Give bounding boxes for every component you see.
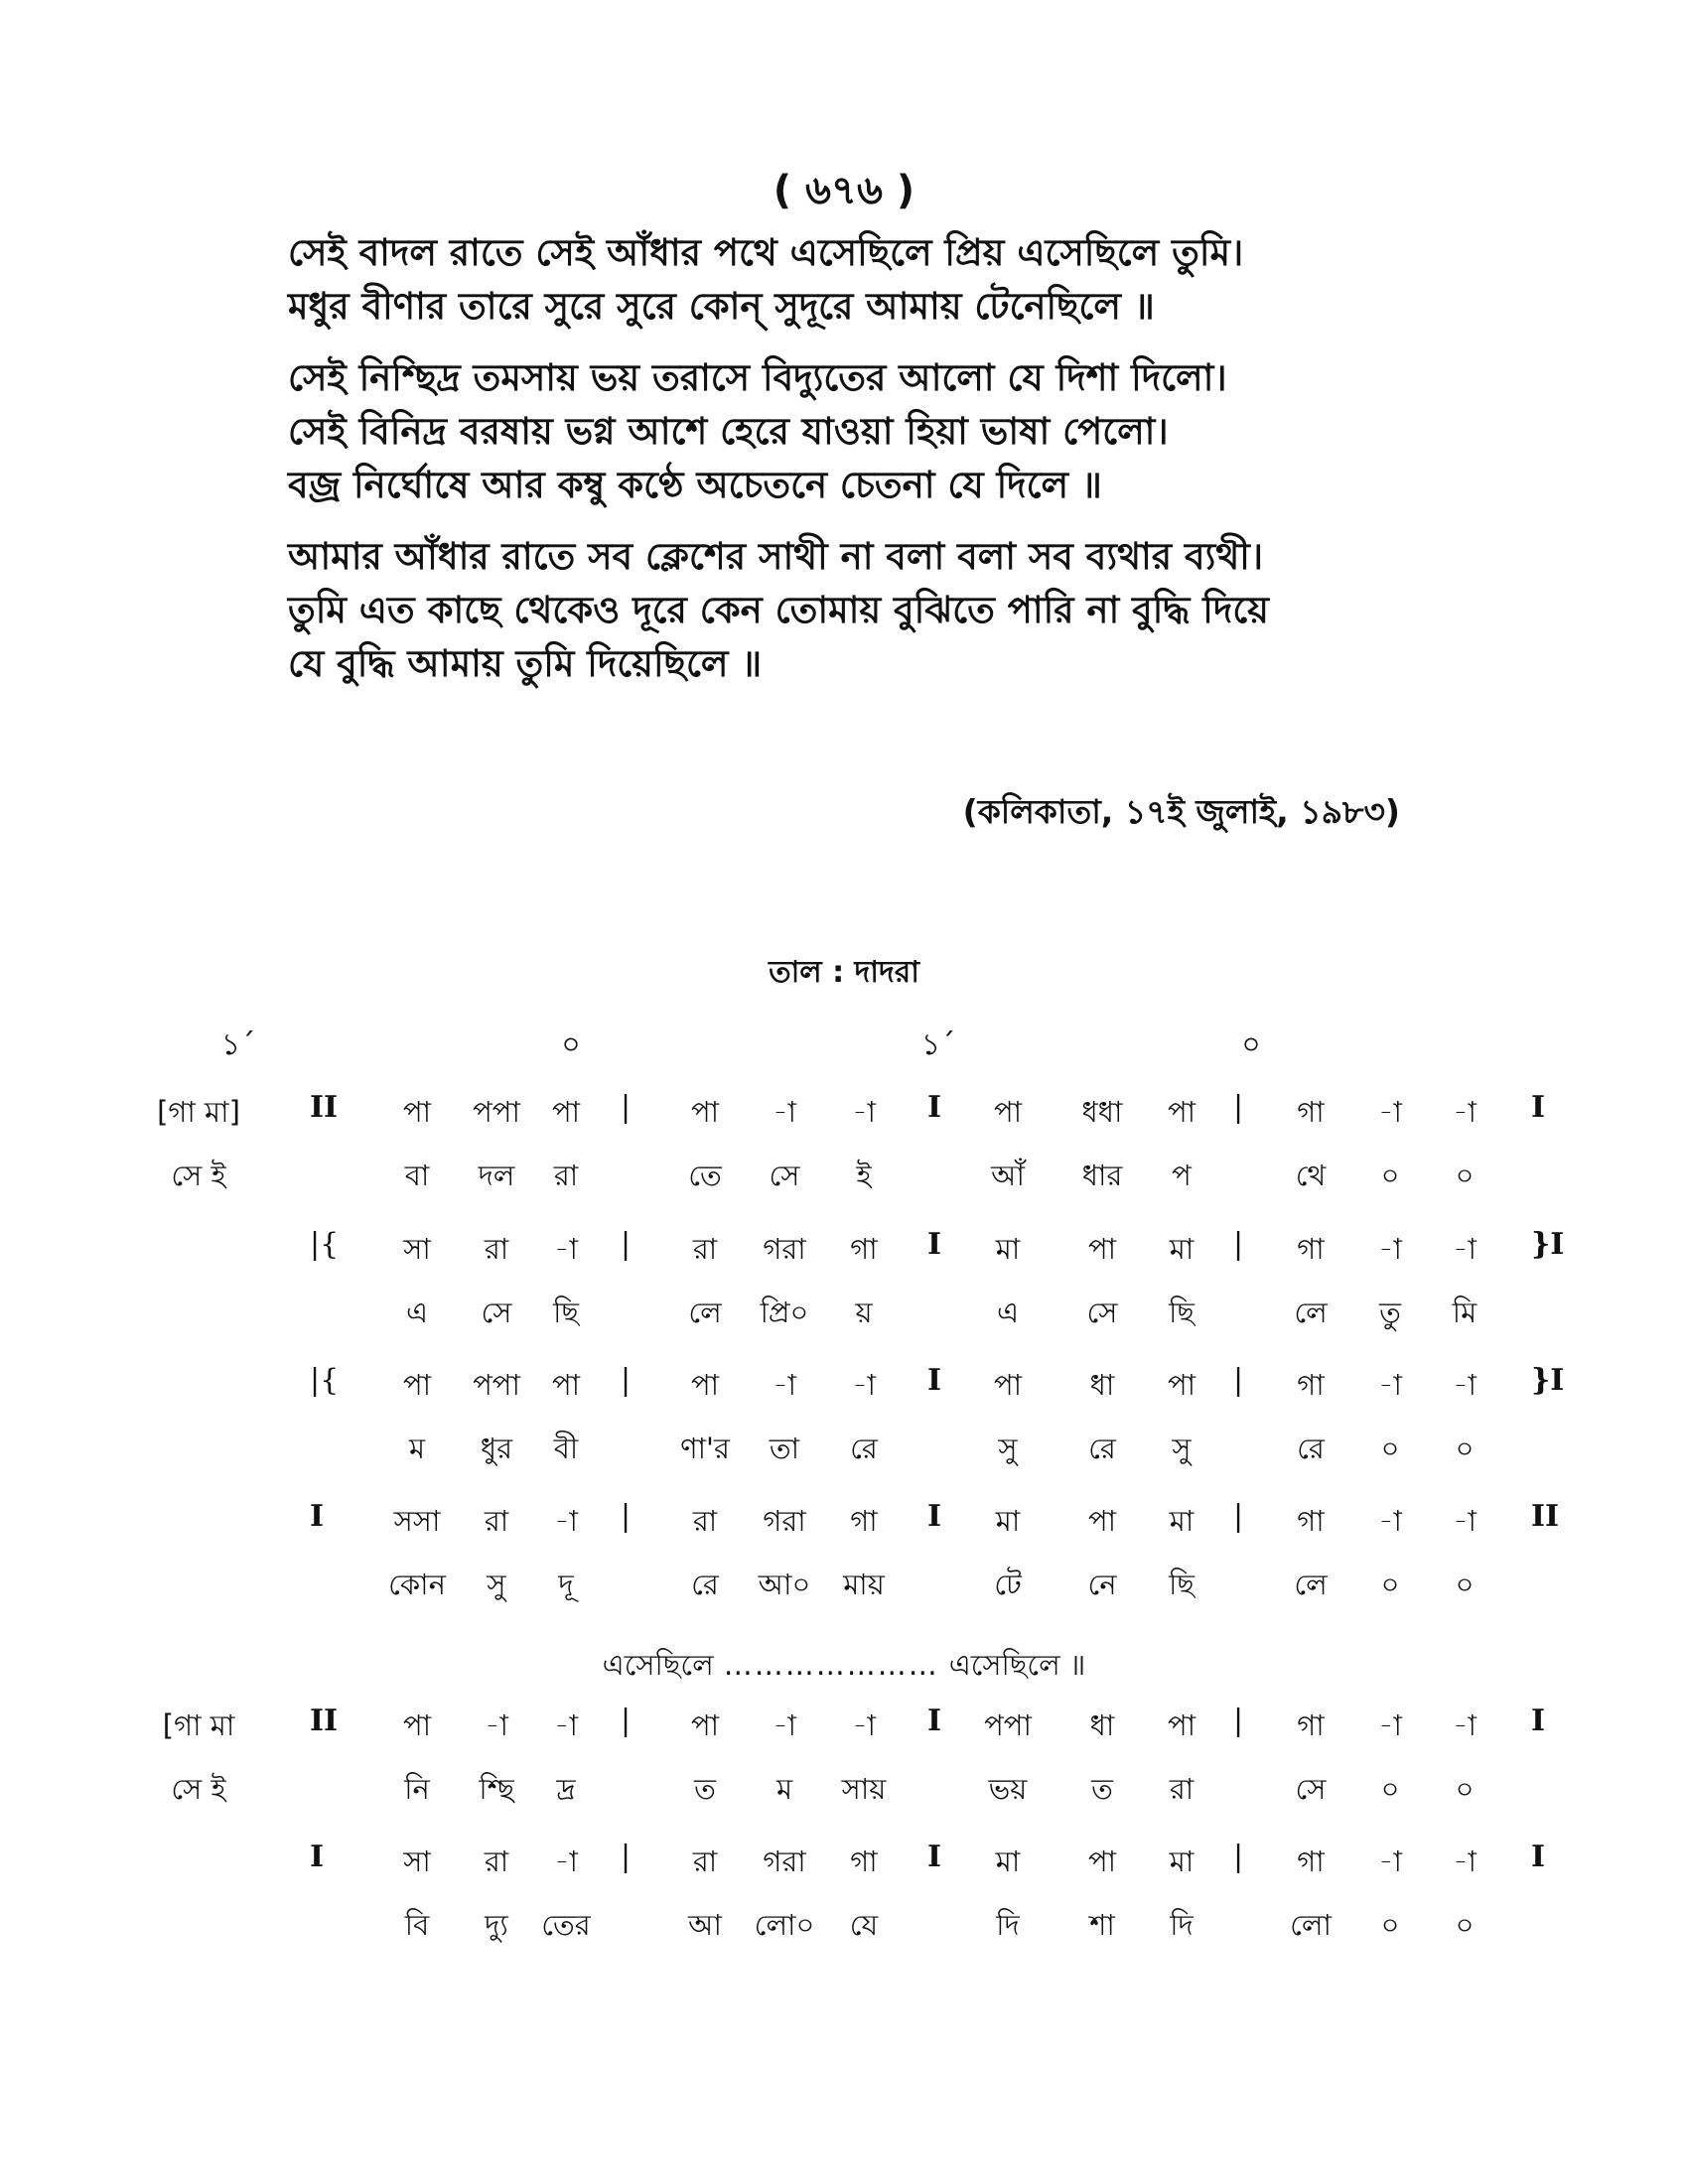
lyric-line: আমার আঁধার রাতে সব ক্লেশের সাথী না বলা বলা সব ব্যথার ব্যথী। [288, 535, 1264, 578]
bar-mark-m2: I [927, 1704, 942, 1738]
notation-cell: শ্ছি [479, 1772, 514, 1806]
stanza [288, 351, 1479, 512]
notation-cell: পা [690, 1368, 720, 1402]
dateline: (কলিকাতা, ১৭ই জুলাই, ১৯৮৩) [962, 792, 1400, 831]
notation-cell: -া [1378, 1232, 1402, 1266]
notation-cell: পা [993, 1095, 1023, 1129]
notation-cell: পপা [473, 1095, 520, 1129]
notation-cell: রা [692, 1504, 718, 1538]
refrain-right: এসেছিলে ॥ [948, 1648, 1086, 1682]
notation-cell: পা [690, 1708, 720, 1742]
notation-cell: য় [855, 1296, 873, 1329]
notation-cell: রা [484, 1232, 509, 1266]
notation-cell: লো [1290, 1908, 1332, 1942]
taal-label: তাল : দাদরা [769, 955, 919, 990]
lyrics-block [288, 226, 1479, 709]
notation-cell: সু [998, 1432, 1018, 1465]
notation-cell: এ [405, 1296, 429, 1329]
notation-cell: -া [1453, 1368, 1477, 1402]
notation-cell: প্রি০ [760, 1296, 809, 1329]
notation-cell: রা [692, 1844, 718, 1878]
notation-cell: পা [993, 1368, 1023, 1402]
notation-cell: ত [1091, 1772, 1113, 1806]
notation-cell: ০ [1380, 1908, 1400, 1942]
notation-cell: -া [1453, 1232, 1477, 1266]
notation-cell: -া [852, 1708, 876, 1742]
notation-cell: বা [404, 1159, 430, 1192]
notation-cell: ০ [1380, 1159, 1400, 1192]
lyric-line: সেই নিশ্ছিদ্র তমসায় ভয় তরাসে বিদ্যুতের আলো যে দিশা দিলো। [288, 356, 1227, 399]
notation-cell: মা [995, 1844, 1021, 1878]
row-prefix: [গা মা] [157, 1095, 240, 1129]
notation-cell: পা [402, 1095, 432, 1129]
notation-cell: ধুর [480, 1432, 513, 1465]
lyric-line: বজ্র নির্ঘোষে আর কম্বু কণ্ঠে অচেতনে চেতনা যে দিলে ॥ [288, 464, 1102, 506]
notation-cell: গা [1297, 1504, 1325, 1538]
notation-cell: ০ [1455, 1568, 1475, 1601]
bar-mark-close: }I [1531, 1227, 1565, 1262]
bar-mark-open: II [310, 1090, 339, 1125]
notation-cell: -া [554, 1504, 578, 1538]
bar-mark-m1: | [621, 1840, 632, 1874]
notation-cell: পা [1087, 1844, 1117, 1878]
bar-mark-m3: | [1233, 1227, 1244, 1262]
notation-cell: সু [1172, 1432, 1192, 1465]
bar-mark-m1: | [621, 1227, 632, 1262]
lyric-line: সেই বাদল রাতে সেই আঁধার পথে এসেছিলে প্রিয় এসেছিলে তুমি। [288, 231, 1244, 274]
notation-cell: -া [554, 1232, 578, 1266]
notation-cell: রে [691, 1568, 719, 1601]
notation-cell: -া [773, 1095, 796, 1129]
row-prefix: সে ই [171, 1772, 226, 1806]
notation-cell: মা [1169, 1504, 1195, 1538]
notation-cell: ০ [1455, 1432, 1475, 1465]
row-prefix: সে ই [171, 1159, 226, 1192]
notation-cell: সে [481, 1296, 512, 1329]
notation-cell: ধা [1089, 1708, 1115, 1742]
notation-cell: গা [1297, 1844, 1325, 1878]
notation-cell: ই [856, 1159, 872, 1192]
notation-cell: রা [484, 1504, 509, 1538]
notation-cell: মা [1169, 1232, 1195, 1266]
lyric-line: যে বুদ্ধি আমায় তুমি দিয়েছিলে ॥ [288, 642, 763, 685]
notation-cell: ছি [1169, 1568, 1195, 1601]
notation-cell: দি [996, 1908, 1020, 1942]
notation-cell: প [1172, 1159, 1192, 1192]
bar-mark-open: I [310, 1499, 325, 1534]
notation-cell: গা [850, 1504, 878, 1538]
notation-cell: নে [1087, 1568, 1117, 1601]
notation-cell: লে [1294, 1296, 1328, 1329]
notation-cell: -া [1378, 1095, 1402, 1129]
notation-cell: সে [1086, 1296, 1118, 1329]
notation-cell: লে [688, 1296, 722, 1329]
notation-cell: পা [1167, 1095, 1196, 1129]
notation-cell: রা [553, 1159, 579, 1192]
refrain-left: এসেছিলে [602, 1648, 714, 1682]
notation-cell: পা [551, 1368, 581, 1402]
notation-cell: ধধা [1081, 1095, 1123, 1129]
notation-cell: ০ [1455, 1772, 1475, 1806]
refrain-separator [0, 1643, 1688, 1692]
notation-cell: সায় [841, 1772, 887, 1806]
notation-cell: ০ [1380, 1568, 1400, 1601]
notation-cell: -া [1378, 1844, 1402, 1878]
bar-mark-m3: | [1233, 1090, 1244, 1125]
notation-cell: ০ [1455, 1159, 1475, 1192]
bar-mark-m3: | [1233, 1840, 1244, 1874]
notation-cell: পা [690, 1095, 720, 1129]
bar-mark-m2: I [927, 1090, 942, 1125]
page-number: ( ৬৭৬ ) [773, 168, 915, 213]
notation-cell: -া [852, 1368, 876, 1402]
notation-cell: পা [1167, 1368, 1196, 1402]
notation-cell: রা [692, 1232, 718, 1266]
notation-cell: ম [408, 1432, 426, 1465]
notation-cell: মা [995, 1232, 1021, 1266]
notation-cell: টে [994, 1568, 1022, 1601]
taal-symbol: ০ [561, 1027, 581, 1062]
notation-cell: ভয় [988, 1772, 1028, 1806]
bar-mark-open: I [310, 1840, 325, 1874]
bar-mark-m2: I [927, 1227, 942, 1262]
notation-cell: ম [775, 1772, 793, 1806]
notation-cell: সু [487, 1568, 506, 1601]
notation-cell: আ০ [758, 1568, 811, 1601]
taal-symbol: ১´ [920, 1027, 956, 1062]
notation-cell: লো০ [754, 1908, 815, 1942]
notation-cell: মা [995, 1504, 1021, 1538]
lyric-line: তুমি এত কাছে থেকেও দূরে কেন তোমায় বুঝিতে পারি না বুদ্ধি দিয়ে [288, 589, 1269, 631]
bar-mark-open: |{ [310, 1227, 340, 1262]
notation-cell: ছি [553, 1296, 579, 1329]
notation-cell: সে [1295, 1772, 1327, 1806]
notation-cell: ত [694, 1772, 716, 1806]
notation-cell: গা [850, 1844, 878, 1878]
notation-cell: ণা'র [680, 1432, 730, 1465]
notation-cell: -া [773, 1708, 796, 1742]
notation-cell: গা [850, 1232, 878, 1266]
notation-cell: রা [484, 1844, 509, 1878]
notation-cell: গা [1297, 1095, 1325, 1129]
taal-symbol: ১´ [220, 1027, 256, 1062]
notation-cell: -া [1453, 1504, 1477, 1538]
notation-cell: পা [402, 1708, 432, 1742]
notation-cell: ০ [1455, 1908, 1475, 1942]
bar-mark-close: II [1531, 1499, 1560, 1534]
bar-mark-close: I [1531, 1704, 1546, 1738]
notation-cell: দল [478, 1159, 515, 1192]
notation-cell: থে [1295, 1159, 1327, 1192]
bar-mark-m1: | [621, 1499, 632, 1534]
bar-mark-close: I [1531, 1090, 1546, 1125]
notation-cell: নি [404, 1772, 430, 1806]
notation-cell: গা [1297, 1232, 1325, 1266]
notation-cell: আ [688, 1908, 722, 1942]
bar-mark-close: }I [1531, 1363, 1565, 1398]
notation-cell: গরা [763, 1232, 806, 1266]
notation-cell: পা [1167, 1708, 1196, 1742]
stanza [288, 226, 1479, 334]
bar-mark-m1: | [621, 1704, 632, 1738]
notation-cell: ছি [1169, 1296, 1195, 1329]
bar-mark-m3: | [1233, 1704, 1244, 1738]
bar-mark-m1: | [621, 1363, 632, 1398]
taal-symbol: ০ [1241, 1027, 1261, 1062]
notation-cell: ধা [1089, 1368, 1115, 1402]
notation-cell: মায় [843, 1568, 885, 1601]
notation-cell: দি [1170, 1908, 1194, 1942]
notation-cell: সা [403, 1232, 431, 1266]
notation-cell: এ [996, 1296, 1020, 1329]
notation-cell: তে [688, 1159, 722, 1192]
notation-cell: পা [551, 1095, 581, 1129]
bar-mark-open: |{ [310, 1363, 340, 1398]
bar-mark-close: I [1531, 1840, 1546, 1874]
notation-cell: আঁ [991, 1159, 1025, 1192]
notation-cell: -া [1378, 1708, 1402, 1742]
bar-mark-m3: | [1233, 1499, 1244, 1534]
notation-cell: পা [402, 1368, 432, 1402]
notation-cell: -া [485, 1708, 508, 1742]
notation-cell: -া [773, 1368, 796, 1402]
notation-cell: সা [403, 1844, 431, 1878]
refrain-dots: ………………… [723, 1648, 939, 1682]
notation-cell: সসা [393, 1504, 441, 1538]
notation-cell: দূ [558, 1568, 574, 1601]
notation-cell: -া [1453, 1844, 1477, 1878]
notation-cell: তু [1379, 1296, 1401, 1329]
notation-cell: -া [1378, 1368, 1402, 1402]
notation-cell: ০ [1380, 1432, 1400, 1465]
notation-cell: -া [554, 1708, 578, 1742]
notation-cell: তের [541, 1908, 591, 1942]
notation-cell: দ্র [556, 1772, 576, 1806]
notation-cell: বি [404, 1908, 430, 1942]
notation-cell: -া [852, 1095, 876, 1129]
notation-cell: রে [850, 1432, 878, 1465]
lyric-line: মধুর বীণার তারে সুরে সুরে কোন্ সুদূরে আমায় টেনেছিলে ॥ [288, 285, 1155, 328]
notation-cell: বী [553, 1432, 579, 1465]
notation-cell: রে [1088, 1432, 1116, 1465]
notation-cell: -া [554, 1844, 578, 1878]
bar-mark-open: II [310, 1704, 339, 1738]
bar-mark-m2: I [927, 1363, 942, 1398]
notation-cell: -া [1378, 1504, 1402, 1538]
notation-cell: গরা [763, 1504, 806, 1538]
notation-cell: -া [1453, 1095, 1477, 1129]
notation-cell: যে [849, 1908, 879, 1942]
notation-cell: গা [1297, 1368, 1325, 1402]
notation-cell: রে [1297, 1432, 1325, 1465]
notation-cell: -া [1453, 1708, 1477, 1742]
notation-cell: গা [1297, 1708, 1325, 1742]
row-prefix: [গা মা [162, 1708, 235, 1742]
bar-mark-m2: I [927, 1840, 942, 1874]
stanza [288, 530, 1479, 691]
notation-cell: দ্যু [485, 1908, 508, 1942]
bar-mark-m2: I [927, 1499, 942, 1534]
notation-cell: সে [769, 1159, 800, 1192]
notation-cell: ধার [1081, 1159, 1123, 1192]
bar-mark-m1: | [621, 1090, 632, 1125]
notation-cell: মা [1169, 1844, 1195, 1878]
notation-cell: রা [1169, 1772, 1195, 1806]
notation-cell: কোন [388, 1568, 446, 1601]
notation-cell: পপা [473, 1368, 520, 1402]
notation-cell: তা [769, 1432, 800, 1465]
bar-mark-m3: | [1233, 1363, 1244, 1398]
notation-cell: লে [1294, 1568, 1328, 1601]
notation-cell: ০ [1380, 1772, 1400, 1806]
notation-cell: গরা [763, 1844, 806, 1878]
notation-cell: শা [1089, 1908, 1115, 1942]
notation-cell: মি [1452, 1296, 1477, 1329]
notation-cell: পা [1087, 1232, 1117, 1266]
lyric-line: সেই বিনিদ্র বরষায় ভগ্ন আশে হেরে যাওয়া হিয়া ভাষা পেলো। [288, 410, 1169, 453]
notation-cell: পপা [984, 1708, 1032, 1742]
notation-cell: পা [1087, 1504, 1117, 1538]
